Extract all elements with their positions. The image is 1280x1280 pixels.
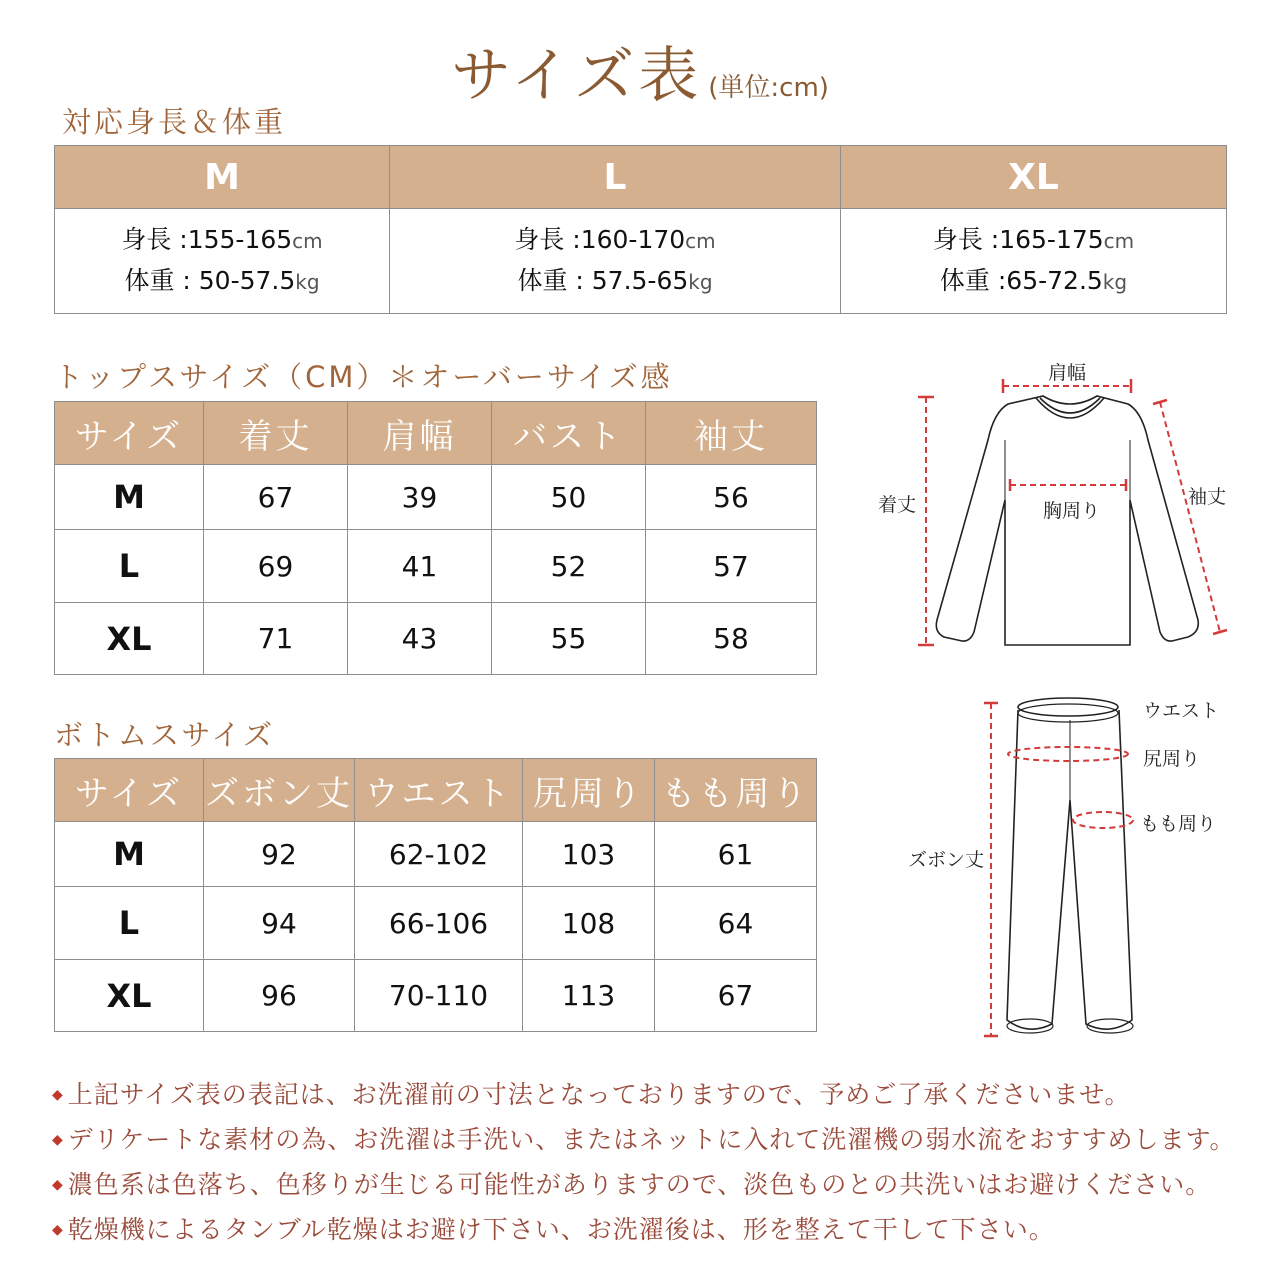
height-line [841, 220, 1226, 261]
bottoms-cell: 62-102 [355, 822, 523, 887]
bottoms-cell: 94 [204, 887, 355, 960]
bottoms-size-table [54, 758, 817, 1032]
weight-label: 体重 : [939, 266, 1007, 295]
bottoms-section-label: ボトムスサイズ [54, 718, 276, 752]
bottoms-cell: XL [55, 960, 204, 1032]
height-unit: cm [292, 229, 323, 253]
weight-value: 50-57.5 [198, 266, 296, 295]
shirt-collar [1036, 398, 1104, 418]
title-main: サイズ表 [451, 41, 703, 111]
shirt-seam [1005, 440, 1130, 500]
diamond-bullet-icon: ◆ [52, 1222, 64, 1238]
diamond-bullet-icon: ◆ [52, 1177, 64, 1193]
tops-header-sleeve: 袖丈 [646, 402, 817, 465]
care-note [52, 1075, 1131, 1111]
weight-line [841, 261, 1226, 302]
bottoms-cell: 96 [204, 960, 355, 1032]
thigh-measure-line [1073, 812, 1133, 828]
weight-unit: kg [688, 270, 713, 294]
bottoms-cell: 113 [523, 960, 655, 1032]
pants-waistband [1018, 698, 1118, 716]
note-text: デリケートな素材の為、お洗濯は手洗い、またはネットに入れて洗濯機の弱水流をおすすめします。 [67, 1125, 1236, 1154]
body-size-header-row [55, 146, 1227, 209]
sleeve-measure-line [1160, 402, 1220, 632]
tops-cell: 50 [492, 465, 646, 530]
height-label: 身長 : [932, 225, 1000, 254]
height-value: 155-165 [187, 225, 293, 254]
note-text: 上記サイズ表の表記は、お洗濯前の寸法となっておりますので、予めご了承くださいませ。 [67, 1080, 1131, 1109]
title-unit: (単位:cm) [708, 73, 829, 103]
bottoms-cell: 66-106 [355, 887, 523, 960]
tops-cell: 58 [646, 603, 817, 675]
bottoms-header-size: サイズ [55, 759, 204, 822]
tops-cell: 55 [492, 603, 646, 675]
note-text: 乾燥機によるタンブル乾燥はお避け下さい、お洗濯後は、形を整えて干して下さい。 [67, 1215, 1055, 1244]
weight-line [390, 261, 840, 302]
care-note [52, 1210, 1055, 1246]
size-header-m: M [55, 146, 390, 209]
height-unit: cm [685, 229, 716, 253]
bottoms-cell: 70-110 [355, 960, 523, 1032]
care-note [52, 1120, 1236, 1156]
bottoms-header-hip: 尻周り [523, 759, 655, 822]
diamond-bullet-icon: ◆ [52, 1132, 64, 1148]
height-line [390, 220, 840, 261]
bottoms-cell: 61 [655, 822, 817, 887]
bottoms-cell: 103 [523, 822, 655, 887]
weight-line [55, 261, 389, 302]
tops-header-size: サイズ [55, 402, 204, 465]
tops-cell: 39 [348, 465, 492, 530]
size-header-xl: XL [841, 146, 1227, 209]
hip-label: 尻周り [1143, 748, 1201, 770]
weight-label: 体重 : [124, 266, 199, 295]
thigh-label: もも周り [1140, 813, 1217, 835]
height-value: 160-170 [580, 225, 686, 254]
bottoms-cell: 92 [204, 822, 355, 887]
diamond-bullet-icon: ◆ [52, 1087, 64, 1103]
height-label: 身長 : [514, 225, 581, 254]
bottoms-header-waist: ウエスト [355, 759, 523, 822]
shoulder-label: 肩幅 [1048, 362, 1087, 384]
note-text: 濃色系は色落ち、色移りが生じる可能性がありますので、淡色ものとの共洗いはお避けください。 [67, 1170, 1212, 1199]
length-label: 着丈 [878, 494, 917, 516]
body-size-table [54, 145, 1227, 314]
tops-header-length: 着丈 [204, 402, 348, 465]
chest-label: 胸周り [1043, 500, 1101, 522]
tops-cell: 52 [492, 530, 646, 603]
pants-length-label: ズボン丈 [908, 849, 985, 871]
size-header-l: L [390, 146, 841, 209]
bottoms-header-thigh: もも周り [655, 759, 817, 822]
tops-cell: L [55, 530, 204, 603]
sleeve-label: 袖丈 [1188, 486, 1227, 508]
table-row [55, 822, 817, 887]
body-size-cell-m [55, 209, 390, 314]
body-size-values-row [55, 209, 1227, 314]
pants-outline [1007, 710, 1132, 1029]
body-section-label: 対応身長＆体重 [62, 105, 287, 139]
hip-measure-line [1008, 747, 1128, 761]
height-unit: cm [1103, 229, 1135, 253]
tops-header-bust: バスト [492, 402, 646, 465]
tops-cell: 56 [646, 465, 817, 530]
tops-cell: 41 [348, 530, 492, 603]
tops-cell: 69 [204, 530, 348, 603]
tops-cell: XL [55, 603, 204, 675]
bottoms-cell: 64 [655, 887, 817, 960]
height-label: 身長 : [121, 225, 188, 254]
body-size-cell-xl [841, 209, 1227, 314]
tops-cell: 71 [204, 603, 348, 675]
height-value: 165-175 [999, 225, 1104, 254]
table-row [55, 530, 817, 603]
height-line [55, 220, 389, 261]
tops-size-table [54, 401, 817, 675]
body-size-cell-l [390, 209, 841, 314]
bottoms-cell: L [55, 887, 204, 960]
table-row [55, 960, 817, 1032]
tops-cell: 67 [204, 465, 348, 530]
care-note [52, 1165, 1211, 1201]
table-row [55, 887, 817, 960]
weight-value: 57.5-65 [591, 266, 689, 295]
bottoms-header-length: ズボン丈 [204, 759, 355, 822]
bottoms-cell: 67 [655, 960, 817, 1032]
weight-label: 体重 : [517, 266, 592, 295]
weight-value: 65-72.5 [1006, 266, 1103, 295]
weight-unit: kg [295, 270, 320, 294]
tops-cell: M [55, 465, 204, 530]
tops-section-label: トップスサイズ（CM）＊オーバーサイズ感 [54, 360, 673, 394]
table-row [55, 465, 817, 530]
bottoms-header-row [55, 759, 817, 822]
tops-cell: 43 [348, 603, 492, 675]
table-row [55, 603, 817, 675]
bottoms-cell: M [55, 822, 204, 887]
tops-cell: 57 [646, 530, 817, 603]
tops-header-row [55, 402, 817, 465]
tops-header-shoulder: 肩幅 [348, 402, 492, 465]
bottoms-cell: 108 [523, 887, 655, 960]
waist-label: ウエスト [1143, 700, 1220, 722]
weight-unit: kg [1102, 270, 1128, 294]
